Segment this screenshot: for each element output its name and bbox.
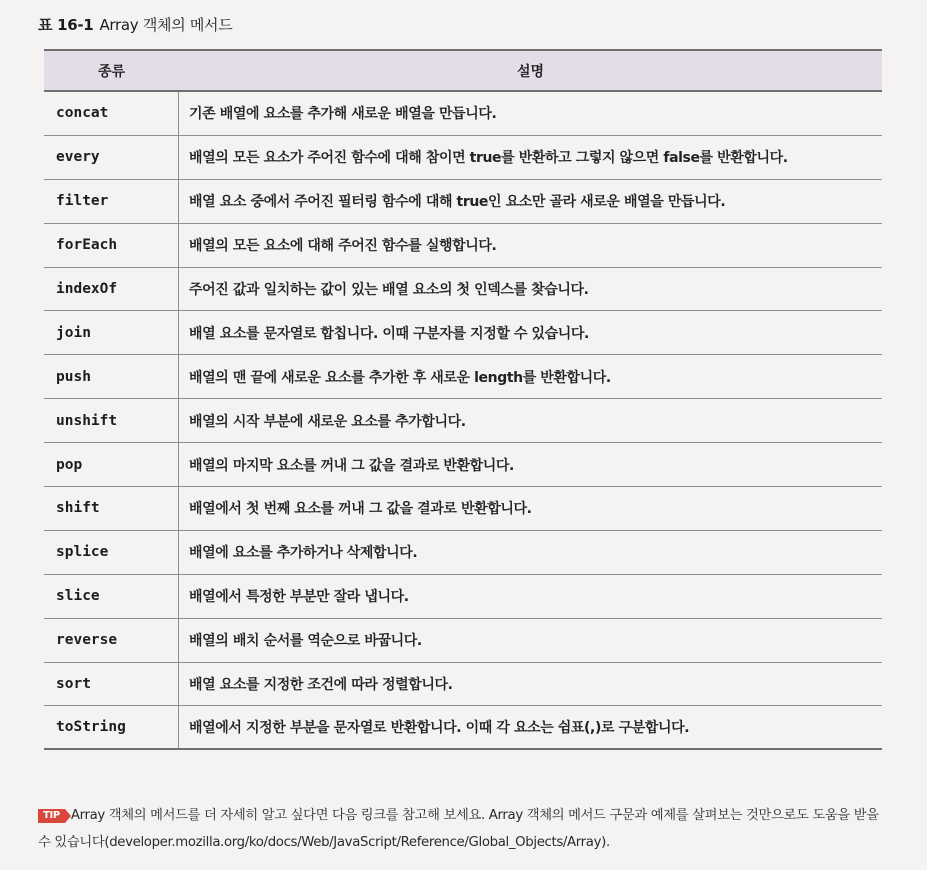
tip-text: Array 객체의 메서드를 더 자세히 알고 싶다면 다음 링크를 참고해 보세요. Array 객체의 메서드 구문과 예제를 살펴보는 것만으로도 도움을 받을 수 있습니다(developer.mozilla.org/ko/docs/Web/JavaScript/Reference/Global_Objects/Array). [38,808,879,850]
table-row [44,443,882,487]
method-name: shift [44,487,179,530]
method-description: 배열의 모든 요소에 대해 주어진 함수를 실행합니다. [189,238,497,255]
table-row [44,136,882,180]
method-description: 배열에서 특정한 부분만 잘라 냅니다. [189,589,409,606]
tip-badge: TIP [38,809,65,823]
table-row [44,575,882,619]
method-name: indexOf [44,268,179,311]
table-row [44,268,882,312]
table-row [44,487,882,531]
table-row [44,355,882,399]
method-description: 배열의 마지막 요소를 꺼내 그 값을 결과로 반환합니다. [189,457,514,474]
header-type: 종류 [97,63,126,80]
method-name: concat [44,92,179,135]
method-description: 배열의 시작 부분에 새로운 요소를 추가합니다. [189,413,466,430]
table-row [44,224,882,268]
method-name: push [44,355,179,398]
method-description: 배열 요소 중에서 주어진 필터링 함수에 대해 true인 요소만 골라 새로운 배열을 만듭니다. [189,194,726,211]
array-methods-table [44,49,882,750]
table-row [44,619,882,663]
method-name: splice [44,531,179,574]
method-name: sort [44,663,179,706]
method-description: 배열 요소를 지정한 조건에 따라 정렬합니다. [189,677,453,694]
method-name: join [44,311,179,354]
method-name: forEach [44,224,179,267]
table-row [44,706,882,750]
method-description: 주어진 값과 일치하는 값이 있는 배열 요소의 첫 인덱스를 찾습니다. [189,282,589,298]
method-description: 기존 배열에 요소를 추가해 새로운 배열을 만듭니다. [189,106,497,123]
table-row [44,399,882,443]
method-description: 배열에서 지정한 부분을 문자열로 반환합니다. 이때 각 요소는 쉼표(,)로 구분합니다. [189,720,690,737]
method-description: 배열의 모든 요소가 주어진 함수에 대해 참이면 true를 반환하고 그렇지 않으면 false를 반환합니다. [189,150,788,167]
table-caption [38,14,232,35]
table-header [44,49,882,92]
tip-note [38,802,888,856]
method-name: toString [44,706,179,748]
method-description: 배열의 배치 순서를 역순으로 바꿉니다. [189,633,422,650]
method-description: 배열 요소를 문자열로 합칩니다. 이때 구분자를 지정할 수 있습니다. [189,325,589,342]
table-row [44,663,882,707]
method-name: slice [44,575,179,618]
method-description: 배열에서 첫 번째 요소를 꺼내 그 값을 결과로 반환합니다. [189,501,532,518]
table-row [44,92,882,136]
method-name: pop [44,443,179,486]
table-row [44,311,882,355]
table-number: 표 16-1 [38,16,94,34]
table-title: Array 객체의 메서드 [99,16,233,34]
method-name: filter [44,180,179,223]
method-name: unshift [44,399,179,442]
header-description: 설명 [516,63,545,80]
method-name: reverse [44,619,179,662]
method-name: every [44,136,179,179]
method-description: 배열에 요소를 추가하거나 삭제합니다. [189,545,418,562]
method-description: 배열의 맨 끝에 새로운 요소를 추가한 후 새로운 length를 반환합니다. [189,369,611,386]
table-body [44,92,882,750]
table-row [44,180,882,224]
table-row [44,531,882,575]
